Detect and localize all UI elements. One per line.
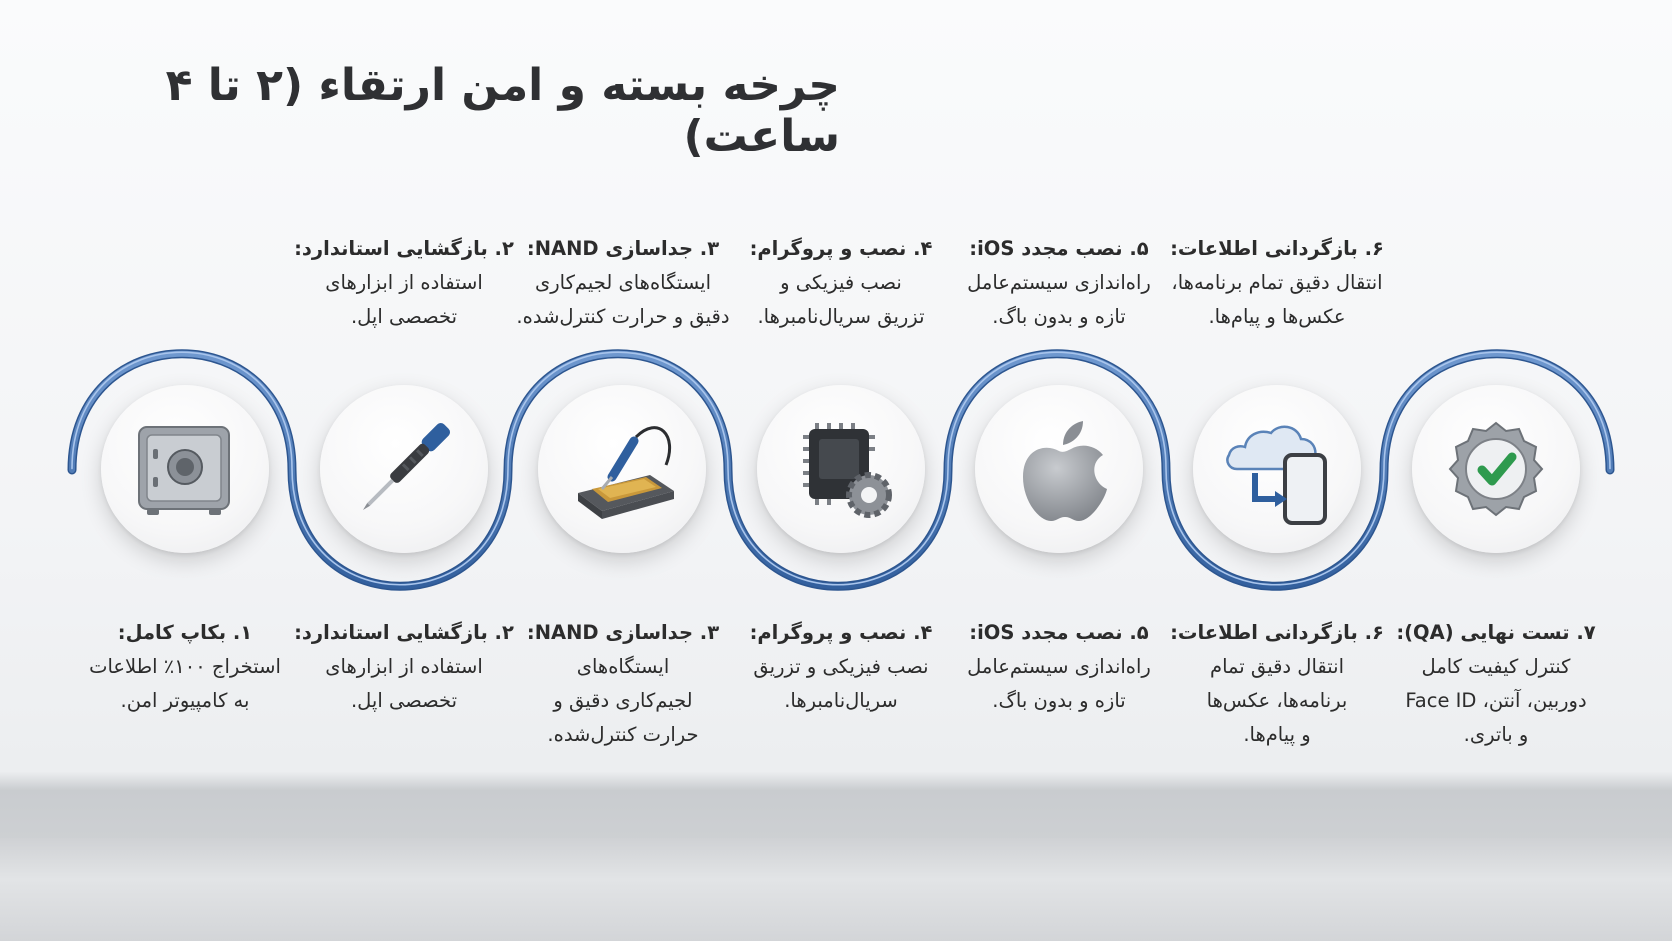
- apple-logo-icon: [975, 385, 1143, 553]
- step-3-circle: [538, 385, 706, 553]
- step-heading: ۱. بکاپ کامل:: [117, 621, 253, 644]
- page-title: چرخه بسته و امن ارتقاء (۲ تا ۴ ساعت): [165, 60, 840, 162]
- top-label-body: راه‌اندازی سیستم‌عامل تازه و بدون باگ.: [967, 271, 1151, 328]
- step-heading: ۲. بازگشایی استاندارد:: [294, 621, 514, 644]
- step-7-circle: [1412, 385, 1580, 553]
- top-label-step-6: [1162, 232, 1392, 334]
- step-heading: ۷. تست نهایی (QA):: [1396, 621, 1596, 644]
- top-label-body: ایستگاه‌های لجیم‌کاری دقیق و حرارت کنترل‌شده.: [516, 271, 730, 328]
- top-label-step-4: [726, 232, 956, 334]
- chip-gear-icon: [757, 385, 925, 553]
- step-3-label: [508, 616, 738, 752]
- top-label-body: نصب فیزیکی و تزریق سریال‌نامبرها.: [757, 271, 925, 328]
- top-label-step-5: [944, 232, 1174, 334]
- top-label-heading: ۶. بازگردانی اطلاعات:: [1170, 237, 1384, 260]
- top-label-step-3: [508, 232, 738, 334]
- verified-badge-icon: [1412, 385, 1580, 553]
- step-1-circle: [101, 385, 269, 553]
- step-2-circle: [320, 385, 488, 553]
- step-4-label: [726, 616, 956, 718]
- step-body: استخراج ۱۰۰٪ اطلاعات به کامپیوتر امن.: [89, 655, 281, 712]
- step-heading: ۶. بازگردانی اطلاعات:: [1170, 621, 1384, 644]
- step-4-circle: [757, 385, 925, 553]
- step-1-label: [70, 616, 300, 718]
- step-6-label: [1162, 616, 1392, 752]
- top-label-heading: ۵. نصب مجدد iOS:: [969, 237, 1149, 260]
- safe-icon: [101, 385, 269, 553]
- step-7-label: [1381, 616, 1611, 752]
- step-body: نصب فیزیکی و تزریق سریال‌نامبرها.: [753, 655, 929, 712]
- step-body: راه‌اندازی سیستم‌عامل تازه و بدون باگ.: [967, 655, 1151, 712]
- top-label-body: استفاده از ابزارهای تخصصی اپل.: [325, 271, 483, 328]
- step-body: ایستگاه‌های لجیم‌کاری دقیق و حرارت کنترل‌شده.: [547, 655, 699, 746]
- step-heading: ۴. نصب و پروگرام:: [749, 621, 933, 644]
- step-2-label: [289, 616, 519, 718]
- step-heading: ۵. نصب مجدد iOS:: [969, 621, 1149, 644]
- screwdriver-icon: [320, 385, 488, 553]
- step-6-circle: [1193, 385, 1361, 553]
- top-label-heading: ۴. نصب و پروگرام:: [749, 237, 933, 260]
- soldering-station-icon: [538, 385, 706, 553]
- cloud-phone-restore-icon: [1193, 385, 1361, 553]
- step-body: استفاده از ابزارهای تخصصی اپل.: [325, 655, 483, 712]
- step-body: انتقال دقیق تمام برنامه‌ها، عکس‌ها و پیام‌ها.: [1206, 655, 1348, 746]
- top-label-heading: ۲. بازگشایی استاندارد:: [294, 237, 514, 260]
- step-5-circle: [975, 385, 1143, 553]
- top-label-body: انتقال دقیق تمام برنامه‌ها، عکس‌ها و پیام‌ها.: [1171, 271, 1383, 328]
- step-body: کنترل کیفیت کامل دوربین، آنتن، Face ID و باتری.: [1405, 655, 1587, 746]
- step-5-label: [944, 616, 1174, 718]
- top-label-heading: ۳. جداسازی NAND:: [526, 237, 720, 260]
- step-heading: ۳. جداسازی NAND:: [526, 621, 720, 644]
- top-label-step-2: [289, 232, 519, 334]
